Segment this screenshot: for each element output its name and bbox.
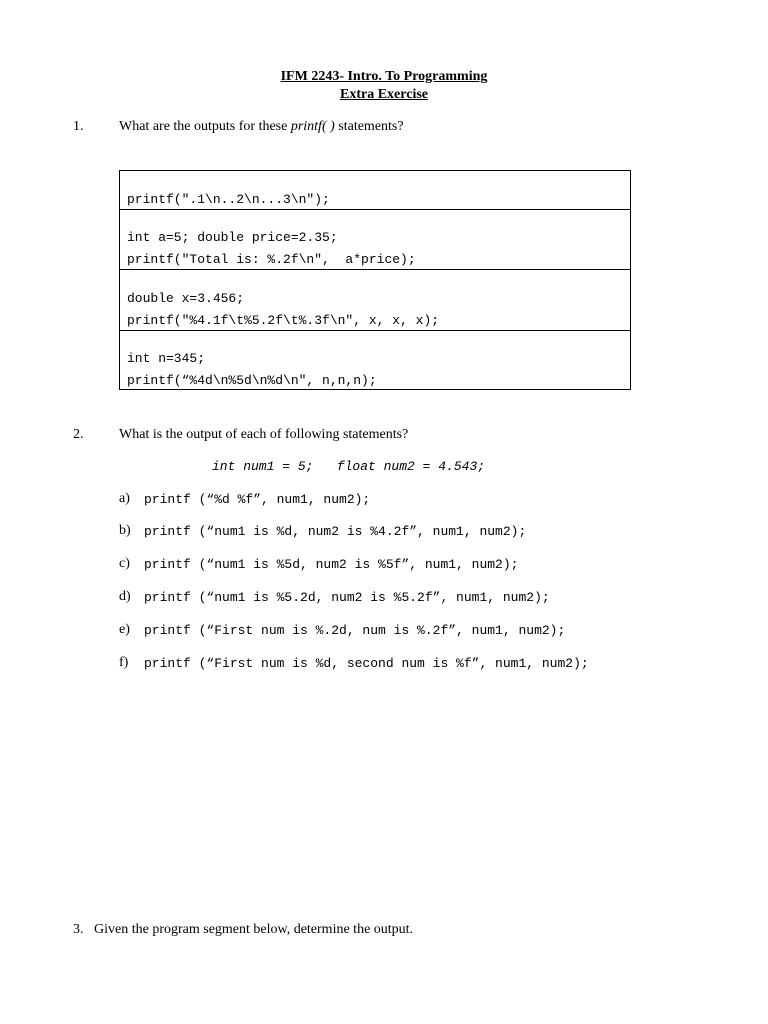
code-cell	[120, 269, 630, 331]
q2-item-letter: a)	[119, 491, 130, 506]
q2-item-letter: e)	[119, 622, 130, 637]
course-title: IFM 2243- Intro. To Programming	[280, 69, 488, 84]
code-line: int a=5; double price=2.35;	[127, 230, 338, 245]
q1-prompt: What are the outputs for these printf( ) statements?	[119, 119, 404, 134]
q2-number: 2.	[73, 427, 84, 442]
code-line: printf(".1\n..2\n...3\n");	[127, 192, 330, 207]
q2-declaration: int num1 = 5; float num2 = 4.543;	[212, 459, 486, 474]
code-cell	[120, 209, 630, 270]
q2-item-code: printf (“num1 is %5d, num2 is %5f”, num1, num2);	[144, 557, 519, 572]
q2-item-code: printf (“num1 is %5.2d, num2 is %5.2f”, num1, num2);	[144, 590, 550, 605]
code-line: printf(“%4d\n%5d\n%d\n", n,n,n);	[127, 373, 377, 388]
code-line: printf("%4.1f\t%5.2f\t%.3f\n", x, x, x);	[127, 313, 440, 328]
code-line: printf("Total is: %.2f\n", a*price);	[127, 252, 416, 267]
q2-item-letter: b)	[119, 523, 131, 538]
q2-item-letter: c)	[119, 556, 130, 571]
code-line: int n=345;	[127, 351, 206, 366]
q2-item-letter: f)	[119, 655, 129, 670]
q3-prompt: 3. Given the program segment below, determine the output.	[73, 922, 414, 937]
exercise-subtitle: Extra Exercise	[340, 87, 428, 102]
q2-prompt: What is the output of each of following statements?	[119, 427, 409, 442]
q2-item-code: printf (“First num is %.2d, num is %.2f”, num1, num2);	[144, 623, 566, 638]
q1-number: 1.	[73, 119, 84, 134]
code-line: double x=3.456;	[127, 291, 245, 306]
q2-item-code: printf (“num1 is %d, num2 is %4.2f”, num1, num2);	[144, 524, 527, 539]
q2-item-letter: d)	[119, 589, 131, 604]
q1-code-table	[119, 170, 631, 390]
q2-item-code: printf (“First num is %d, second num is %f”, num1, num2);	[144, 656, 589, 671]
code-cell	[120, 330, 630, 390]
code-cell	[120, 171, 630, 209]
q2-item-code: printf (“%d %f”, num1, num2);	[144, 492, 371, 507]
